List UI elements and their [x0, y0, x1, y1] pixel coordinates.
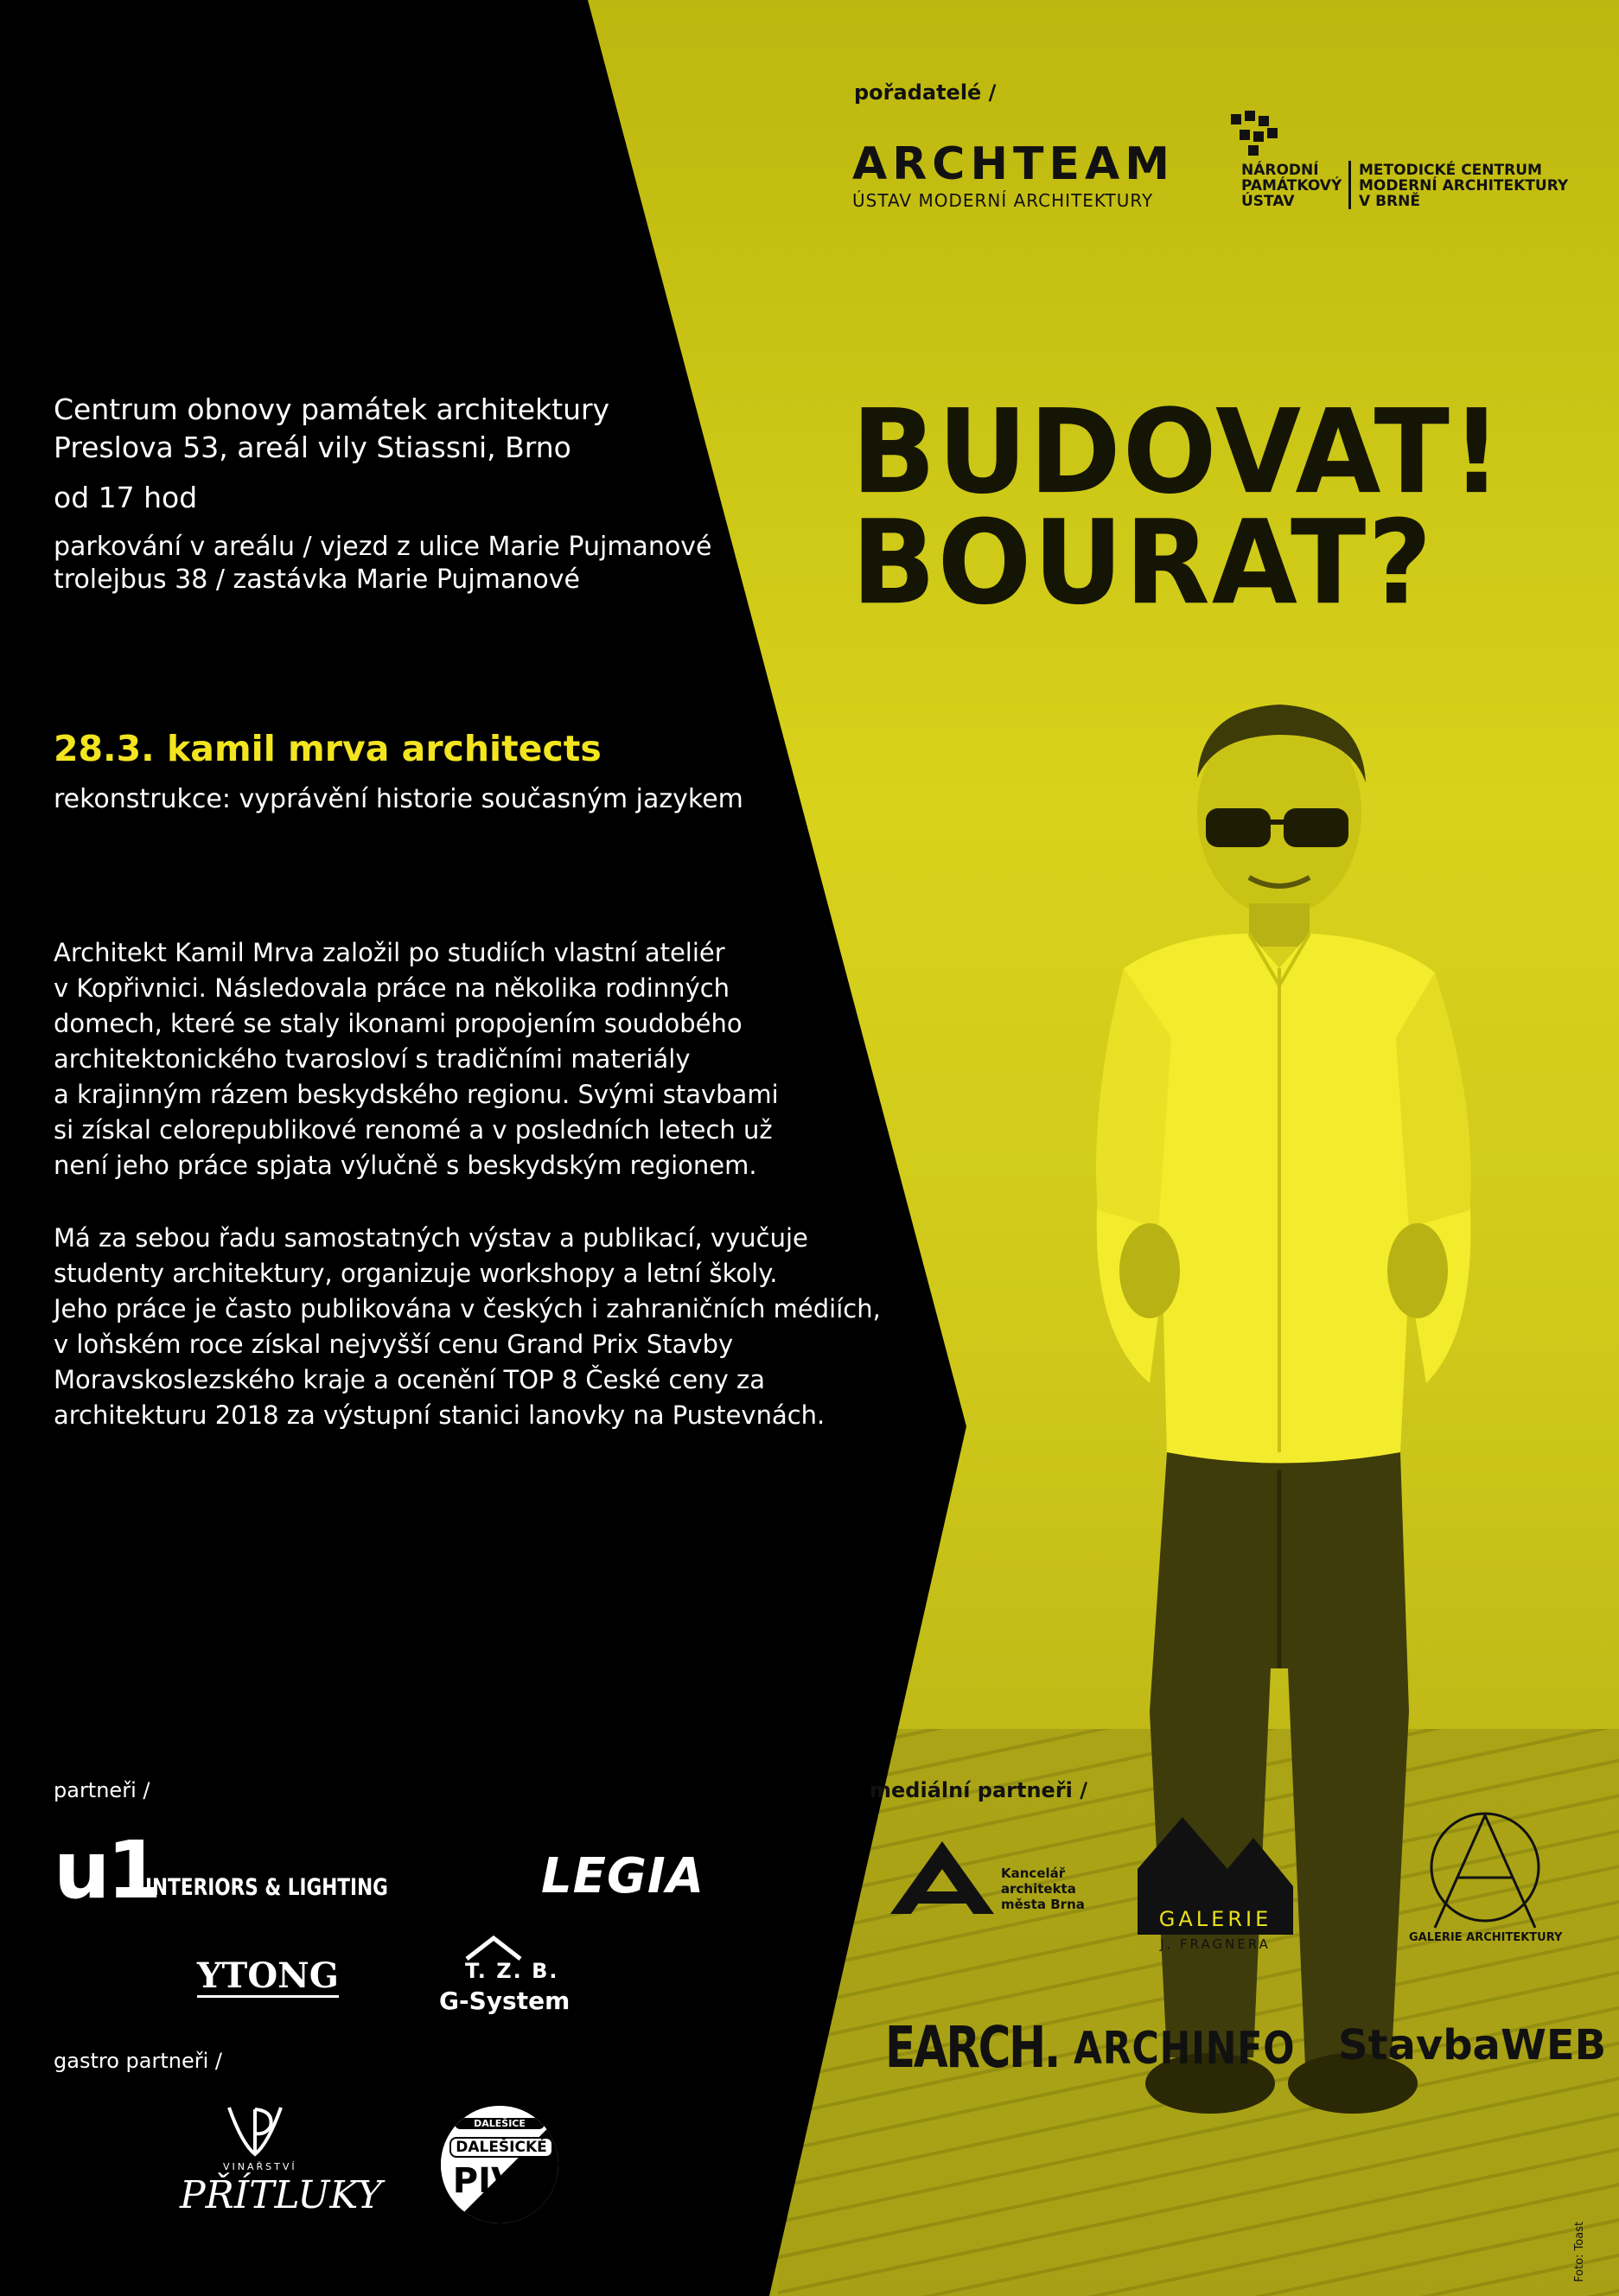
bio-paragraph-2: Má za sebou řadu samostatných výstav a publikací, vyučuje studenty architektury, organizuje workshopy a letní školy. Jeho práce je často publikována v českých i zahraničních médiích, v loňském roce získal nejvyšší cenu Grand Prix Stavby Moravskoslezského kraje a ocenění TOP 8 České ceny za architekturu 2018 za výstupní stanici lanovky na Pustevnách. — [54, 1223, 881, 1430]
gsystem-text: G-System — [439, 1987, 570, 2015]
galerie-text: GALERIE — [1158, 1907, 1272, 1931]
pritluky-small-text: VINAŘSTVÍ — [223, 2161, 297, 2172]
archteam-subtitle: ÚSTAV MODERNÍ ARCHITEKTURY — [852, 190, 1154, 211]
kancelar-architekta-text: Kancelář architekta města Brna — [1001, 1866, 1085, 1912]
u1-text: INTERIORS & LIGHTING — [145, 1874, 388, 1901]
venue-parking: parkování v areálu / vjezd z ulice Marie Pujmanové — [54, 532, 712, 562]
event-subtitle: rekonstrukce: vyprávění historie současným jazykem — [54, 784, 743, 814]
stavbaweb-logo: StavbaWEB — [1338, 2021, 1607, 2070]
npu-text: NÁRODNÍ PAMÁTKOVÝ ÚSTAV — [1241, 162, 1342, 210]
organizers-label: pořadatelé / — [854, 80, 997, 105]
archteam-logo: ARCHTEAM — [852, 138, 1175, 190]
pritluky-logo: PŘÍTLUKY — [180, 2173, 383, 2217]
media-partners-label: mediální partneři / — [870, 1778, 1088, 1802]
npu-logo-icon — [1227, 111, 1283, 159]
venue-time: od 17 hod — [54, 481, 198, 514]
galerie-architektury-text: GALERIE ARCHITEKTURY — [1409, 1931, 1563, 1944]
legia-logo: LEGIA — [541, 1848, 705, 1904]
tzb-roof-icon — [463, 1935, 524, 1961]
venue-transit: trolejbus 38 / zastávka Marie Pujmanové — [54, 564, 580, 595]
headline-line1: BUDOVAT! — [851, 385, 1504, 520]
earch-logo: EARCH. — [885, 2014, 1060, 2081]
archinfo-logo: ARCHINFO — [1074, 2023, 1296, 2075]
npu-divider — [1348, 161, 1351, 209]
event-title: 28.3. kamil mrva architects — [54, 728, 602, 769]
headline-line2: BOURAT? — [851, 495, 1434, 631]
venue-line1: Centrum obnovy památek architektury — [54, 392, 610, 426]
kancelar-architekta-logo-icon — [890, 1841, 994, 1919]
photo-credit: Foto: Toast — [1573, 2221, 1586, 2282]
pritluky-emblem-icon — [220, 2101, 290, 2161]
u1-logo: u1 — [54, 1824, 159, 1917]
dalesicke-pivo-logo: DALEŠICE DALEŠICKÉ PIVO — [441, 2106, 558, 2223]
metodicke-centrum-text: METODICKÉ CENTRUM MODERNÍ ARCHITEKTURY V BRNĚ — [1359, 162, 1569, 210]
partners-label: partneři / — [54, 1778, 150, 1802]
headline — [851, 385, 1504, 631]
tzb-text: T. Z. B. — [465, 1959, 559, 1983]
fragnera-text: J. FRAGNERA — [1160, 1936, 1271, 1952]
bio-paragraph-1: Architekt Kamil Mrva založil po studiích vlastní ateliér v Kopřivnici. Následovala práce na několika rodinných domech, které se staly ikonami propojením soudobého architektonického tvarosloví s tradičními materiály a krajinným rázem beskydského regionu. Svými stavbami si získal celorepublikové renomé a v posledních letech už není jeho práce spjata výlučně s beskydským regionem. — [54, 938, 779, 1180]
gastro-label: gastro partneři / — [54, 2049, 222, 2073]
galerie-architektury-logo-icon — [1418, 1807, 1552, 1942]
venue-line2: Preslova 53, areál vily Stiassni, Brno — [54, 430, 571, 464]
venue-block — [54, 391, 712, 596]
ytong-logo: YTONG — [197, 1955, 339, 1996]
